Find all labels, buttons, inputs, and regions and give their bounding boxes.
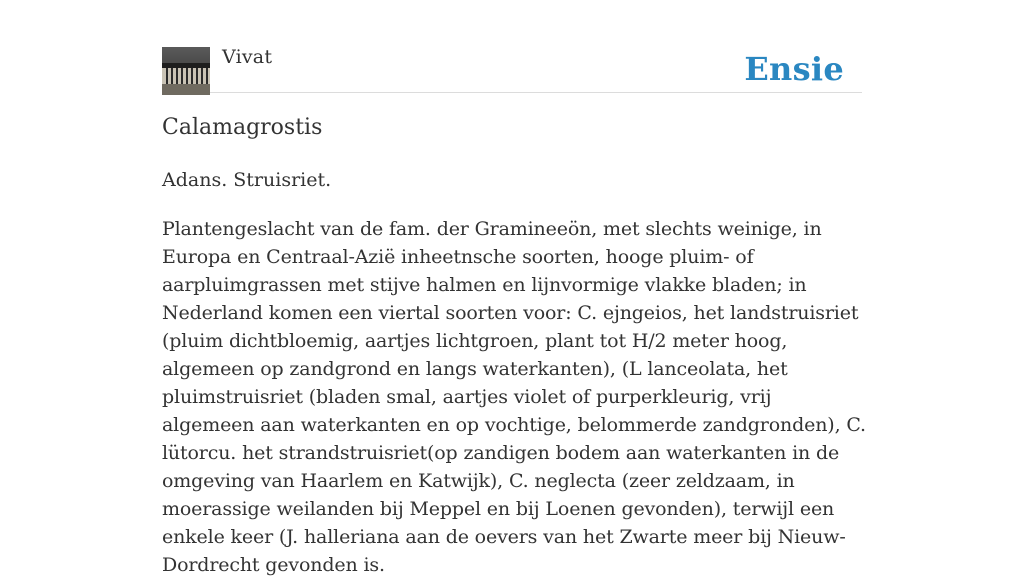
entry-body: Plantengeslacht van de fam. der Gramineeön, met slechts weinige, in Europa en Centraal-Azië inheetnsche soorten, hooge pluim- of aarpluimgrassen met stijve halmen en lijnvormige vlakke bladen; in Nederland komen een viertal soorten voor: C. ejngeios, het landstruisriet (pluim dichtbloemig, aartjes lichtgroen, plant tot H/2 meter hoog, algemeen op zandgrond en langs waterkanten), (L lanceolata, het pluimstruisriet (bladen smal, aartjes violet of purperkleurig, vrij algemeen aan waterkanten en op vochtige, belommerde zandgronden), C. lütorcu. het strandstruisriet(op zandigen bodem aan waterkanten in de omgeving van Haarlem en Katwijk), C. neglecta (zeer zeldzaam, in moerassige weilanden bij Meppel en bij Loenen gevonden), terwijl een enkele keer (J. halleriana aan de oevers van het Zwarte meer bij Nieuw-Dordrecht gevonden is. <box>162 218 866 576</box>
author-avatar[interactable] <box>162 47 210 95</box>
avatar-image-icon <box>162 47 210 95</box>
header <box>162 0 862 93</box>
author-name[interactable]: Vivat <box>222 46 273 68</box>
brand-logo[interactable]: Ensie <box>744 50 844 88</box>
page-container <box>162 0 866 576</box>
entry-subtitle: Adans. Struisriet. <box>162 169 332 191</box>
entry-title: Calamagrostis <box>162 115 323 140</box>
